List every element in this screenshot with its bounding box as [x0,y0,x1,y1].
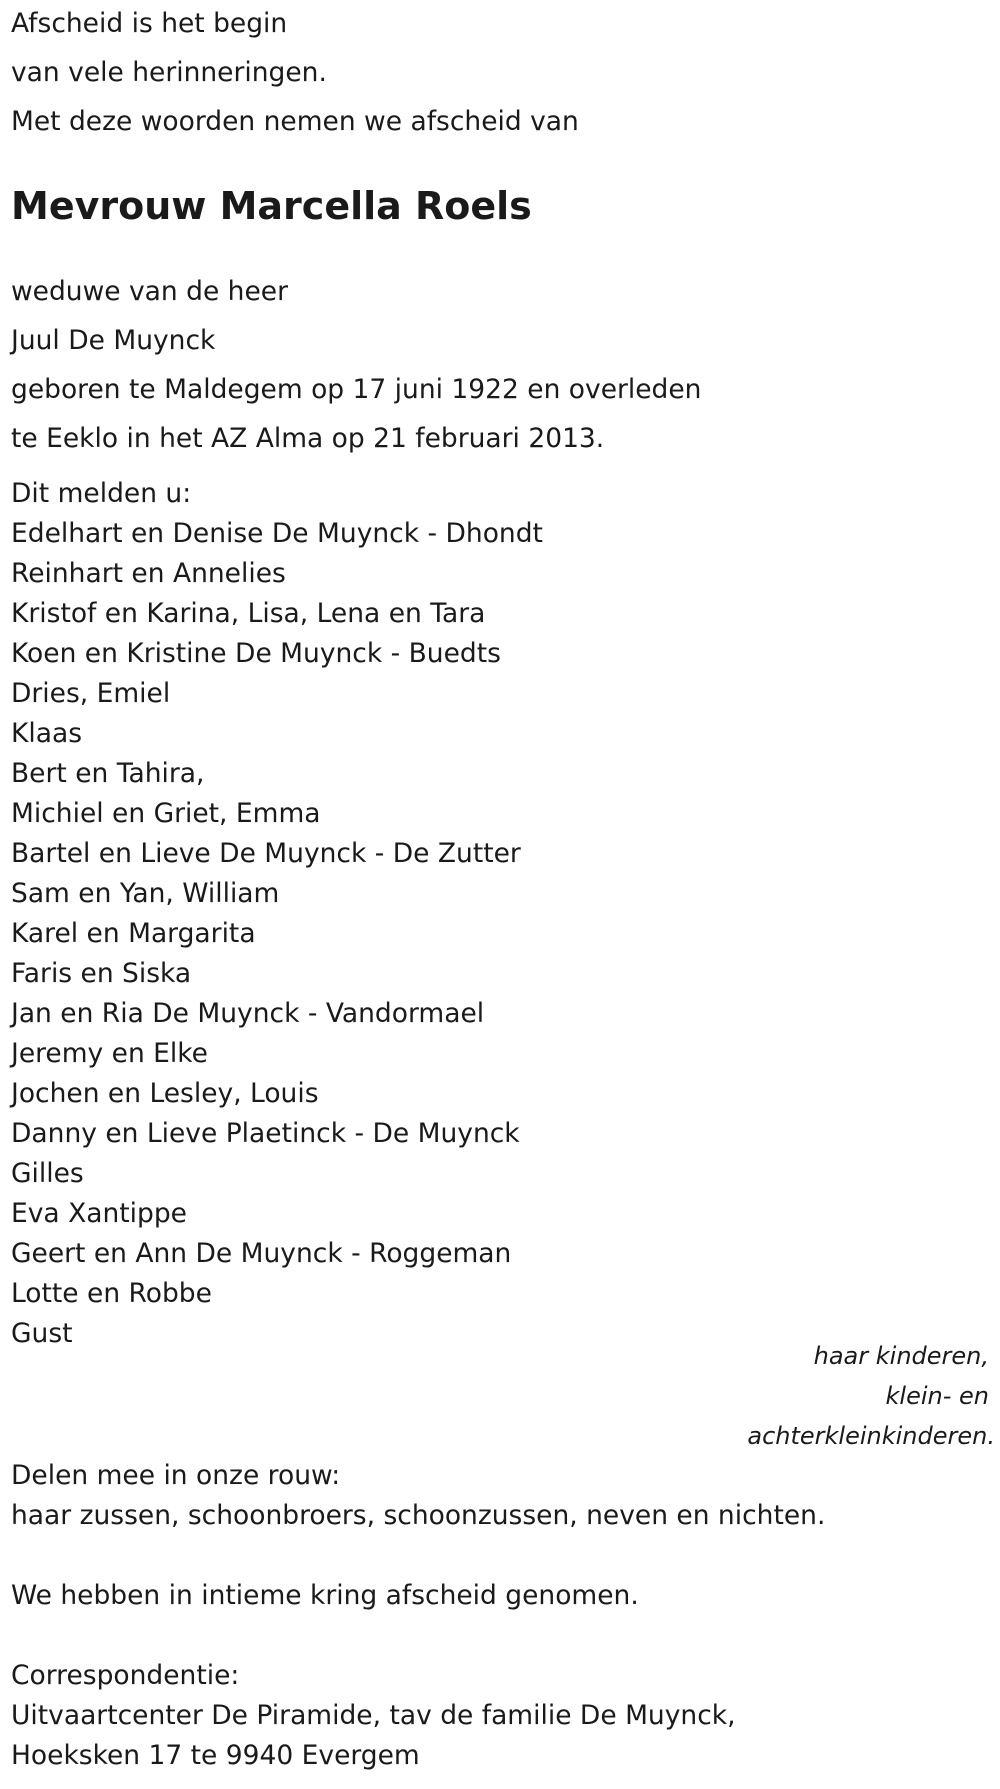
family-member: Dries, Emiel [11,678,171,709]
family-member: Jan en Ria De Muynck - Vandormael [11,998,485,1029]
correspondence-address: Hoeksken 17 te 9940 Evergem [11,1740,420,1771]
family-member: Sam en Yan, William [11,878,280,909]
signature-line: klein- en [885,1382,989,1410]
mourning-list: haar zussen, schoonbroers, schoonzussen, neven en nichten. [11,1500,826,1531]
farewell-note: We hebben in intieme kring afscheid genomen. [11,1580,639,1611]
mourning-heading: Delen mee in onze rouw: [11,1460,341,1491]
intro-line: Met deze woorden nemen we afscheid van [11,106,579,137]
family-member: Geert en Ann De Muynck - Roggeman [11,1238,512,1269]
family-list [11,474,543,1354]
correspondence-heading: Correspondentie: [11,1660,240,1691]
family-member: Edelhart en Denise De Muynck - Dhondt [11,518,543,549]
family-member: Gilles [11,1158,84,1189]
family-member: Kristof en Karina, Lisa, Lena en Tara [11,598,486,629]
signature-line: haar kinderen, [813,1342,989,1370]
intro-block [11,0,579,147]
details-line: weduwe van de heer [11,276,288,307]
family-member: Koen en Kristine De Muynck - Buedts [11,638,501,669]
intro-line: van vele herinneringen. [11,57,327,88]
intro-line: Afscheid is het begin [11,8,288,39]
family-member: Karel en Margarita [11,918,256,949]
spacer [11,1616,825,1656]
family-member: Jeremy en Elke [11,1038,208,1069]
family-member: Klaas [11,718,83,749]
details-line: Juul De Muynck [11,325,216,356]
closing-block [11,1456,825,1776]
spacer [11,1536,825,1576]
signature-line: achterkleinkinderen. [747,1422,995,1450]
family-member: Faris en Siska [11,958,192,989]
family-heading: Dit melden u: [11,478,192,509]
family-member: Gust [11,1318,73,1349]
family-member: Bert en Tahira, [11,758,205,789]
family-member: Danny en Lieve Plaetinck - De Muynck [11,1118,520,1149]
family-member: Lotte en Robbe [11,1278,212,1309]
family-signature [747,1336,995,1456]
family-member: Bartel en Lieve De Muynck - De Zutter [11,838,521,869]
family-member: Reinhart en Annelies [11,558,286,589]
details-block [11,268,701,464]
details-line: geboren te Maldegem op 17 juni 1922 en overleden [11,374,702,405]
family-member: Michiel en Griet, Emma [11,798,321,829]
details-line: te Eeklo in het AZ Alma op 21 februari 2013. [11,423,605,454]
family-member: Eva Xantippe [11,1198,187,1229]
correspondence-name: Uitvaartcenter De Piramide, tav de familie De Muynck, [11,1700,736,1731]
deceased-name: Mevrouw Marcella Roels [11,184,532,228]
family-member: Jochen en Lesley, Louis [11,1078,319,1109]
